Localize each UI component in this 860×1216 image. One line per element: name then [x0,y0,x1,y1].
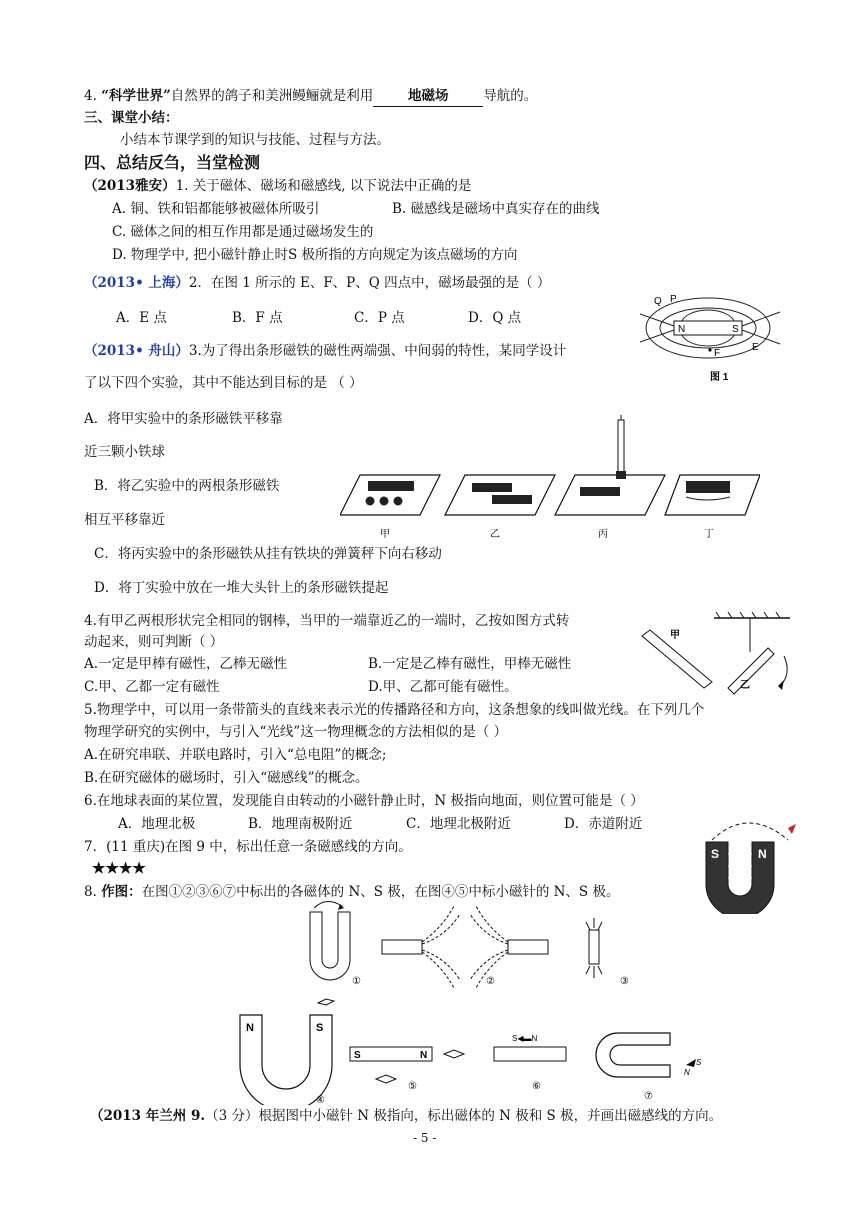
figure-q8-row2 [230,995,710,1105]
needle-sn: S◀▬N [512,1034,538,1043]
q-text: （3 分）根据图中小磁针 N 极指向，标出磁体的 N 极和 S 极，并画出磁感线的方向。 [205,1108,723,1124]
q-source: （2013 年兰州 9. [90,1108,206,1124]
q4-intro [84,86,537,107]
q-source: （2013• 舟山） [84,343,189,359]
q1-option-a: A. 铜、铁和铝都能够被磁体所吸引 [112,201,320,217]
figure-q4-steel-bars [640,612,800,702]
label-q: Q [654,296,662,307]
figure-q8-row1 [300,900,640,990]
q6-stem: 6.在地球表面的某位置，发现能自由转动的小磁针静止时，N 极指向地面，则位置可能是（ ） [84,793,644,809]
label-yi: 乙 [490,529,500,540]
label-s7: S [696,1058,702,1067]
figure-1-bar-magnet-field [640,288,790,388]
q4-stem-2: 动起来，则可判断（ ） [84,634,224,650]
label-n7: N [684,1068,690,1077]
fig-num: ⑤ [408,1081,417,1092]
q7-stem: 7．(11 重庆)在图 9 中，标出任意一条磁感线的方向。 [84,839,412,855]
q-text: 在图①②③⑥⑦中标出的各磁体的 N、S 极，在图④⑤中标小磁针的 N、S 极。 [141,884,620,900]
q9-stem [90,1106,722,1126]
label-n: N [758,847,767,861]
fig-num: ④ [316,1095,325,1105]
q2-option-a: A．E 点 [116,310,167,326]
q5-option-a: A.在研究串联、并联电路时，引入“总电阻”的概念; [84,747,387,763]
q5-stem-2: 物理学研究的实例中，与引入“光线”这一物理概念的方法相似的是（ ） [84,724,508,740]
label-jia: 甲 [380,529,390,540]
label-ding: 丁 [704,529,714,540]
q2-option-c: C．P 点 [354,310,405,326]
label-bing: 丙 [598,529,608,540]
page-number: - 5 - [413,1131,437,1145]
fig-caption: 图 1 [710,372,729,383]
label-s: S [732,324,739,335]
label-yi: 乙 [740,680,750,691]
figure-q7-u-magnet [696,814,800,914]
q4-option-a: A.一定是甲棒有磁性，乙棒无磁性 [84,656,288,672]
q8-stem [84,882,619,902]
q-source: （2013雅安） [84,178,176,194]
q1-option-d: D. 物理学中, 把小磁针静止时S 极所指的方向规定为该点磁场的方向 [112,247,518,263]
q6-option-b: B．地理南极附近 [248,816,353,832]
q3-option-b: B．将乙实验中的两根条形磁铁 [94,478,280,494]
q3-option-a: A．将甲实验中的条形磁铁平移靠 [84,411,283,427]
q-text: 2．在图 1 所示的 E、F、P、Q 四点中，磁场最强的是（ ） [188,275,551,291]
label-jia: 甲 [670,630,680,641]
q-number: 8. [84,884,97,900]
q5-option-b: B.在研究磁体的磁场时，引入“磁感线”的概念。 [84,770,369,786]
fig-num: ⑦ [644,1091,653,1102]
fig-num: ② [486,976,495,987]
q3-option-b-cont: 相互平移靠近 [84,512,165,528]
label-f: F [714,348,721,359]
q4-stem: 4.有甲乙两根形状完全相同的钢棒，当甲的一端靠近乙的一端时，乙按如图方式转 [84,613,570,629]
q-text: 3.为了得出条形磁铁的磁性两端强、中间弱的特性，某同学设计 [188,343,567,359]
fig-num: ③ [620,976,629,987]
q4-option-b: B.一定是乙棒有磁性，甲棒无磁性 [368,656,572,672]
q4-option-c: C.甲、乙都一定有磁性 [84,679,220,695]
q3-option-d: D．将丁实验中放在一堆大头针上的条形磁铁提起 [94,580,389,596]
q2-stem [84,273,550,293]
q2-option-d: D．Q 点 [468,310,522,326]
q2-option-b: B．F 点 [232,310,283,326]
q1-option-c: C. 磁体之间的相互作用都是通过磁场发生的 [112,224,374,240]
figure-q3-experiments [340,415,760,545]
label-s: S [711,847,720,861]
difficulty-stars: ★★★★ [92,859,146,877]
q-number: 4. [84,88,97,104]
label-e: E [752,342,759,353]
q3-option-c: C．将丙实验中的条形磁铁从挂有铁块的弹簧秤下向右移动 [94,546,442,562]
q3-stem-2: 了以下四个实验，其中不能达到目标的是 （ ） [84,375,363,391]
fig-num: ⑥ [532,1081,541,1092]
label-n: N [420,1050,428,1061]
q-text: 1. 关于磁体、磁场和磁感线, 以下说法中正确的是 [175,178,472,194]
label-n: N [678,324,686,335]
section-4-title: 四、总结反刍，当堂检测 [84,153,261,172]
label-n: N [246,1022,254,1034]
q1-stem [84,176,471,196]
label-s: S [354,1050,361,1061]
q3-stem [84,341,566,361]
label-s: S [316,1022,324,1034]
label-p: P [670,294,677,305]
section-3-title: 三、课堂小结： [84,110,179,126]
q-text: 导航的。 [483,88,538,104]
q1-option-b: B. 磁感线是磁场中真实存在的曲线 [392,201,600,217]
q-text: 自然界的鸽子和美洲鳗鲡就是利用 [170,88,374,104]
q-title: “科学世界” [101,88,171,104]
q4-option-d: D.甲、乙都可能有磁性。 [368,679,518,695]
q6-option-c: C．地理北极附近 [406,816,511,832]
q6-option-d: D．赤道附近 [564,816,643,832]
fig-num: ① [352,976,361,987]
answer-blank: 地磁场 [373,86,483,107]
q3-option-a-cont: 近三颗小铁球 [84,444,165,460]
q6-option-a: A．地理北极 [118,816,196,832]
q-title: 作图： [101,884,142,900]
section-3-body: 小结本节课学到的知识与技能、过程与方法。 [120,132,390,148]
q-source: （2013• 上海） [84,275,189,291]
q5-stem: 5.物理学中，可以用一条带箭头的直线来表示光的传播路径和方向，这条想象的线叫做光线。在下列几个 [84,702,705,718]
